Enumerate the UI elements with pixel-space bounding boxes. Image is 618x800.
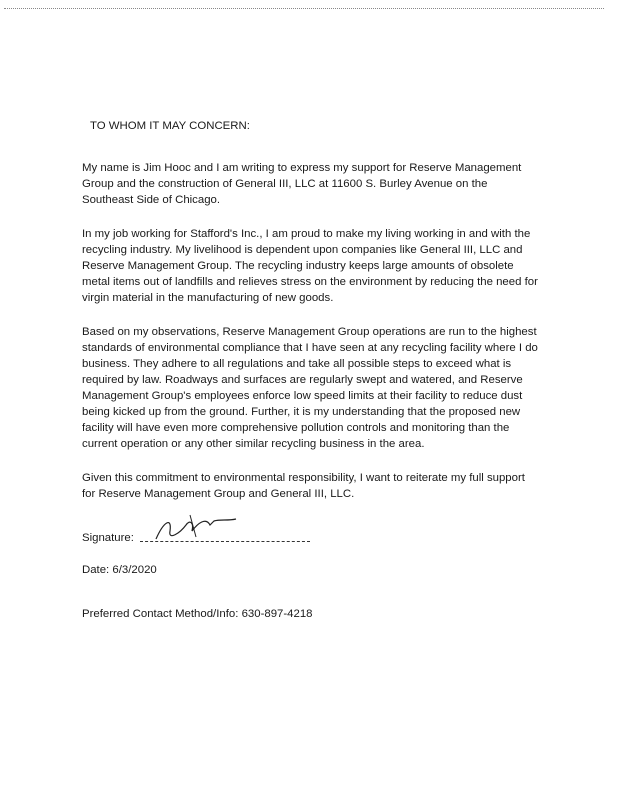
paragraph-conclusion: Given this commitment to environmental responsibility, I want to reiterate my full support for Reserve Management Group and General III, LLC.: [82, 472, 525, 500]
paragraph-intro: My name is Jim Hooc and I am writing to express my support for Reserve Management Group and the construction of General III, LLC at 11600 S. Burley Avenue on the Southeast Side of Chicago.: [82, 162, 522, 206]
signature-row: [82, 520, 538, 546]
contact-label: Preferred Contact Method/Info:: [82, 608, 239, 620]
salutation: TO WHOM IT MAY CONCERN:: [90, 120, 250, 132]
scan-artifact-line: [4, 8, 604, 13]
contact-row: [82, 606, 538, 622]
signature-line: [140, 540, 310, 542]
date-label: Date:: [82, 564, 110, 576]
contact-value: 630-897-4218: [241, 608, 313, 620]
signature-label: Signature:: [82, 532, 134, 544]
paragraph-job: In my job working for Stafford's Inc., I am proud to make my living working in and with the recycling industry. My livelihood is dependent upon companies like General III, LLC and Reserve Management Group. The recycling industry keeps large amounts of obsolete metal items out of landfills and relieves stress on the environment by reducing the need for virgin material in the manufacturing of new goods.: [82, 228, 538, 304]
paragraph-observations: Based on my observations, Reserve Management Group operations are run to the highest standards of environmental compliance that I have seen at any recycling facility where I do business. They adhere to all regulations and take all possible steps to exceed what is required by law. Roadways and surfaces are regularly swept and watered, and Reserve Management Group's employees enforce low speed limits at their facility to reduce dust being kicked up from the ground. Further, it is my understanding that the proposed new facility will have even more comprehensive pollution controls and monitoring than the current operation or any other similar recycling business in the area.: [82, 326, 538, 450]
date-value: 6/3/2020: [112, 564, 157, 576]
date-row: [82, 562, 538, 578]
letter-body: [82, 118, 538, 622]
handwritten-signature: [150, 511, 240, 545]
